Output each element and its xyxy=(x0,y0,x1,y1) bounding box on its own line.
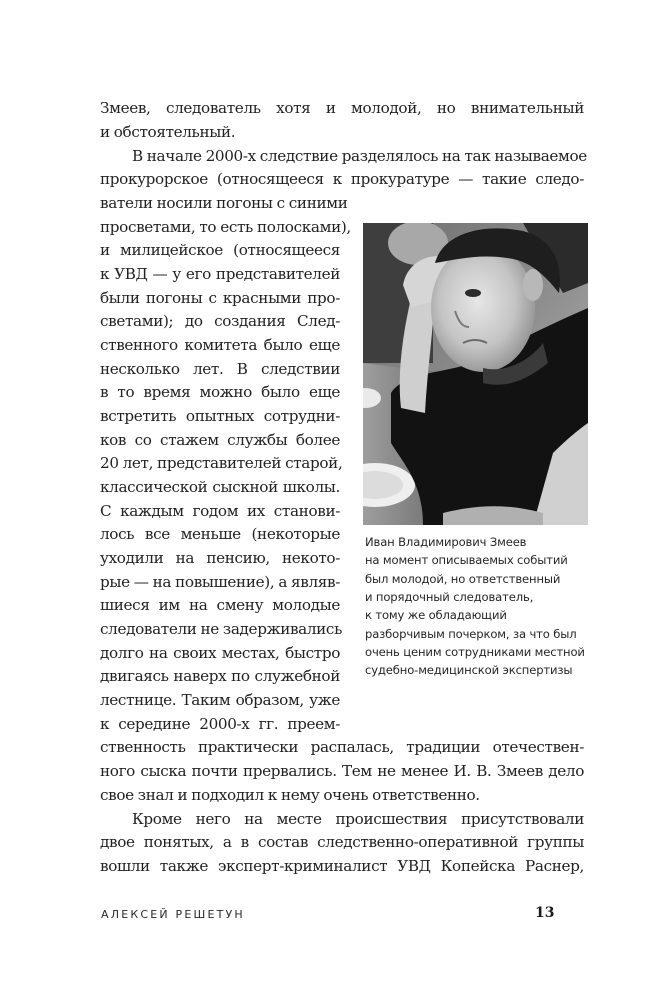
text-line: классической сыскной школы. xyxy=(100,478,340,496)
text-line: Змеев, следователь хотя и молодой, но внимательный xyxy=(100,99,584,117)
caption-line: судебно-медицинской экспертизы xyxy=(365,663,573,677)
caption-line: к тому же обладающий xyxy=(365,608,507,622)
text-line: двигаясь наверх по служебной xyxy=(100,667,340,685)
caption-line: разборчивым почерком, за что был xyxy=(365,627,577,641)
caption-line: Иван Владимирович Змеев xyxy=(365,535,527,549)
text-line: уходили на пенсию, некото- xyxy=(100,549,340,567)
text-line: лестнице. Таким образом, уже xyxy=(100,691,340,709)
caption-line: и порядочный следователь, xyxy=(365,590,534,604)
text-line: светами); до создания След- xyxy=(100,312,340,330)
text-line: и милицейское (относящееся xyxy=(100,241,340,259)
running-footer-author: АЛЕКСЕЙ РЕШЕТУН xyxy=(101,908,245,921)
text-line: встретить опытных сотрудни- xyxy=(100,407,340,425)
text-line: просветами, то есть полосками), xyxy=(100,218,351,236)
text-line: ков со стажем службы более xyxy=(100,431,340,449)
text-line: 20 лет, представителей старой, xyxy=(100,454,343,472)
text-line: ственного комитета было еще xyxy=(100,336,340,354)
text-line: были погоны с красными про- xyxy=(100,289,340,307)
text-line: прокурорское (относящееся к прокуратуре — такие следо- xyxy=(100,170,584,188)
text-line: к УВД — у его представителей xyxy=(100,265,340,283)
text-line: ватели носили погоны с синими xyxy=(100,194,348,212)
text-line: шиеся им на смену молодые xyxy=(100,596,340,614)
text-line: несколько лет. В следствии xyxy=(100,360,340,378)
page-number: 13 xyxy=(535,905,555,921)
text-line: ного сыска почти прервались. Тем не менее И. В. Змеев дело xyxy=(100,762,584,780)
text-line: рые — на повышение), а являв- xyxy=(100,573,340,591)
portrait-photo xyxy=(363,223,588,525)
text-line: вошли также эксперт-криминалист УВД Копейска Раснер, xyxy=(100,857,584,875)
caption-line: был молодой, но ответственный xyxy=(365,572,561,586)
text-line: и обстоятельный. xyxy=(100,123,236,141)
text-line: к середине 2000-х гг. преем- xyxy=(100,715,340,733)
text-line: лось все меньше (некоторые xyxy=(100,525,340,543)
caption-line: очень ценим сотрудниками местной xyxy=(365,645,585,659)
paragraph-start-line: В начале 2000-х следствие разделялось на так называемое xyxy=(132,147,587,165)
caption-line: на момент описываемых событий xyxy=(365,553,568,567)
paragraph-start-line: Кроме него на месте происшествия присутствовали xyxy=(132,810,584,828)
text-line: двое понятых, а в состав следственно-оперативной группы xyxy=(100,833,584,851)
text-line: ственность практически распалась, традиции отечествен- xyxy=(100,738,584,756)
text-line: С каждым годом их станови- xyxy=(100,502,340,520)
text-line: следователи не задерживались xyxy=(100,620,343,638)
text-line: свое знал и подходил к нему очень ответственно. xyxy=(100,786,480,804)
text-line: в то время можно было еще xyxy=(100,383,340,401)
text-line: долго на своих местах, быстро xyxy=(100,644,340,662)
